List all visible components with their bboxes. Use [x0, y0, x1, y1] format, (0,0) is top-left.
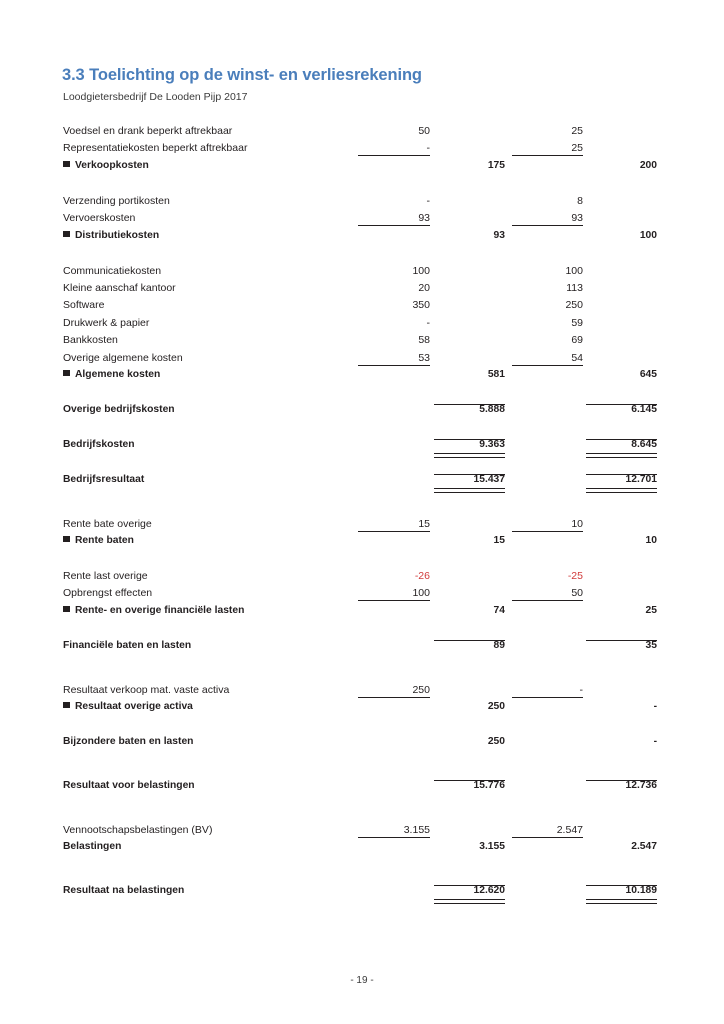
row-label: Communicatiekosten [63, 264, 162, 277]
detail-rule-col1 [358, 600, 430, 601]
row-label: Vervoerskosten [63, 212, 136, 225]
spacer [0, 621, 724, 638]
detail-rule-col2 [512, 155, 583, 156]
row-total-col1: 93 [493, 229, 505, 241]
row-total-col1: 15 [493, 535, 505, 547]
table-row-subtotal [0, 700, 724, 717]
row-label: Kleine aanschaf kantoor [63, 281, 176, 294]
row-total-col2: - [653, 735, 657, 747]
row-label: Bankkosten [63, 334, 118, 347]
row-detail-col1: 50 [418, 125, 430, 137]
row-total-col2: 25 [645, 604, 657, 616]
square-bullet-icon [63, 370, 70, 376]
row-total-col2: 10 [645, 535, 657, 547]
row-detail-col2: 69 [571, 334, 583, 347]
row-detail-col1: 58 [418, 334, 430, 347]
spacer [0, 246, 724, 263]
row-label: Financiële baten en lasten [63, 639, 192, 651]
spacer [0, 814, 724, 823]
row-total-col1: 15.776 [473, 779, 505, 791]
row-label [63, 535, 134, 546]
spacer [0, 875, 724, 884]
spacer [0, 674, 724, 683]
page-title: 3.3 Toelichting op de winst- en verliesrekening [62, 66, 422, 84]
row-label: Software [63, 299, 105, 312]
table-row-total [0, 438, 724, 455]
row-total-col2: 645 [639, 369, 657, 381]
row-detail-col2: 93 [571, 212, 583, 225]
row-detail-col1: 350 [412, 299, 430, 312]
detail-rule-col1 [358, 365, 430, 366]
table-row [0, 351, 724, 368]
row-total-col2: - [653, 701, 657, 712]
row-total-col1: 9.363 [479, 438, 505, 450]
table-row [0, 141, 724, 158]
table-row-subtotal [0, 159, 724, 176]
row-detail-col2: 25 [571, 125, 583, 137]
row-label: Voedsel en drank beperkt aftrekbaar [63, 125, 233, 137]
detail-rule-col1 [358, 155, 430, 156]
row-detail-col2: 100 [565, 264, 583, 277]
table-row-total [0, 639, 724, 656]
table-row-subtotal [0, 229, 724, 246]
table-row [0, 586, 724, 603]
table-row-total [0, 473, 724, 490]
spacer [0, 508, 724, 517]
row-detail-col2: 25 [571, 142, 583, 155]
table-row-total [0, 735, 724, 752]
row-label: Representatiekosten beperkt aftrekbaar [63, 142, 248, 155]
table-row [0, 124, 724, 141]
row-total-col1: 581 [487, 369, 505, 381]
row-detail-col1: 20 [418, 281, 430, 294]
table-row-total [0, 779, 724, 796]
detail-rule-col2 [512, 697, 583, 698]
spacer [0, 176, 724, 193]
row-detail-col2: 2.547 [556, 823, 583, 836]
row-detail-col2: 10 [571, 517, 583, 530]
row-label-text: Distributiekosten [75, 229, 160, 241]
detail-rule-col2 [512, 837, 583, 838]
row-label-text: Rente baten [75, 535, 134, 547]
row-total-col2: 8.645 [631, 438, 657, 450]
detail-rule-col2 [512, 600, 583, 601]
row-detail-col2: - [579, 683, 583, 696]
row-total-col2: 100 [639, 229, 657, 241]
row-detail-col2: 59 [571, 316, 583, 329]
row-label: Verzending portikosten [63, 194, 170, 207]
table-row [0, 333, 724, 350]
spacer [0, 717, 724, 734]
row-detail-col2: 8 [577, 194, 583, 207]
row-label-text: Verkoopkosten [75, 159, 149, 171]
row-detail-col1: - [426, 316, 430, 329]
table-row-total [0, 840, 724, 857]
spacer [0, 455, 724, 472]
detail-rule-col1 [358, 225, 430, 226]
row-total-col2: 2.547 [631, 841, 657, 853]
table-row [0, 823, 724, 840]
row-label: Bedrijfsresultaat [63, 473, 145, 485]
row-label: Overige algemene kosten [63, 351, 183, 364]
spacer [0, 490, 724, 507]
row-detail-col1: 93 [418, 212, 430, 225]
row-detail-col2: -25 [567, 569, 583, 582]
detail-rule-col2 [512, 365, 583, 366]
page-subtitle: Loodgietersbedrijf De Looden Pijp 2017 [63, 91, 248, 103]
square-bullet-icon [63, 161, 70, 167]
row-detail-col1: 15 [418, 517, 430, 530]
detail-rule-col2 [512, 531, 583, 532]
row-detail-col2: 50 [571, 587, 583, 600]
row-total-col1: 250 [487, 701, 505, 712]
row-detail-col1: 100 [412, 264, 430, 277]
row-label: Rente bate overige [63, 517, 152, 530]
row-total-col1: 5.888 [479, 404, 505, 415]
row-total-col1: 250 [487, 735, 505, 747]
square-bullet-icon [63, 606, 70, 612]
row-label [63, 369, 160, 380]
table-row [0, 281, 724, 298]
row-total-col1: 12.620 [473, 884, 505, 896]
row-label: Resultaat na belastingen [63, 884, 185, 896]
spacer [0, 656, 724, 673]
row-detail-col2: 113 [566, 281, 583, 294]
row-label: Opbrengst effecten [63, 587, 153, 600]
table-row [0, 211, 724, 228]
spacer [0, 752, 724, 769]
row-label [63, 701, 193, 712]
row-label-text: Resultaat overige activa [75, 701, 193, 712]
row-detail-col1: -26 [414, 569, 430, 582]
row-label [63, 605, 244, 616]
detail-rule-col1 [358, 697, 430, 698]
row-detail-col1: - [426, 142, 430, 155]
row-label-text: Algemene kosten [75, 369, 161, 381]
row-label: Resultaat verkoop mat. vaste activa [63, 683, 230, 696]
row-total-col1: 15.437 [473, 473, 505, 485]
row-detail-col2: 54 [571, 351, 583, 364]
row-total-col1: 89 [493, 639, 505, 651]
spacer [0, 552, 724, 569]
square-bullet-icon [63, 231, 70, 237]
table-row-subtotal [0, 368, 724, 385]
table-row [0, 517, 724, 534]
row-label [63, 160, 149, 171]
detail-rule-col1 [358, 837, 430, 838]
detail-rule-col1 [358, 531, 430, 532]
row-label: Rente last overige [63, 569, 148, 582]
row-detail-col1: 53 [418, 351, 430, 364]
row-total-col2: 6.145 [631, 404, 657, 415]
row-label-text: Rente- en overige financiële lasten [75, 604, 245, 616]
spacer [0, 796, 724, 813]
row-total-col2: 12.701 [625, 473, 657, 485]
square-bullet-icon [63, 536, 70, 542]
row-detail-col1: 100 [412, 587, 430, 600]
row-label: Resultaat voor belastingen [63, 779, 195, 791]
table-row [0, 683, 724, 700]
row-total-col1: 175 [487, 159, 505, 171]
row-detail-col1: 3.155 [403, 823, 430, 836]
spacer [0, 386, 724, 403]
total-double-rule-col1 [434, 899, 505, 904]
row-total-col2: 200 [639, 159, 657, 171]
row-label: Overige bedrijfskosten [63, 404, 175, 415]
table-row-total [0, 884, 724, 901]
row-label: Bijzondere baten en lasten [63, 735, 194, 747]
page-number: - 19 - [350, 975, 374, 986]
table-row-subtotal [0, 604, 724, 621]
detail-rule-col2 [512, 225, 583, 226]
row-label: Bedrijfskosten [63, 438, 135, 450]
row-total-col2: 35 [645, 639, 657, 651]
spacer [0, 858, 724, 875]
table-row-subtotal [0, 534, 724, 551]
table-row [0, 316, 724, 333]
table-row [0, 194, 724, 211]
row-total-col1: 3.155 [479, 841, 505, 853]
row-total-col2: 12.736 [625, 779, 657, 791]
row-label [63, 230, 159, 241]
total-double-rule-col2 [586, 899, 657, 904]
row-label: Drukwerk & papier [63, 316, 150, 329]
square-bullet-icon [63, 702, 70, 708]
spacer [0, 770, 724, 779]
table-row-total [0, 403, 724, 420]
row-total-col1: 74 [493, 604, 505, 616]
row-detail-col1: - [426, 194, 430, 207]
row-label: Belastingen [63, 841, 122, 853]
row-label: Vennootschapsbelastingen (BV) [63, 823, 213, 836]
row-detail-col2: 250 [565, 299, 583, 312]
profit-loss-table [0, 124, 724, 901]
spacer [0, 420, 724, 437]
table-row [0, 569, 724, 586]
row-detail-col1: 250 [412, 683, 430, 696]
row-total-col2: 10.189 [625, 884, 657, 896]
table-row [0, 298, 724, 315]
table-row [0, 264, 724, 281]
